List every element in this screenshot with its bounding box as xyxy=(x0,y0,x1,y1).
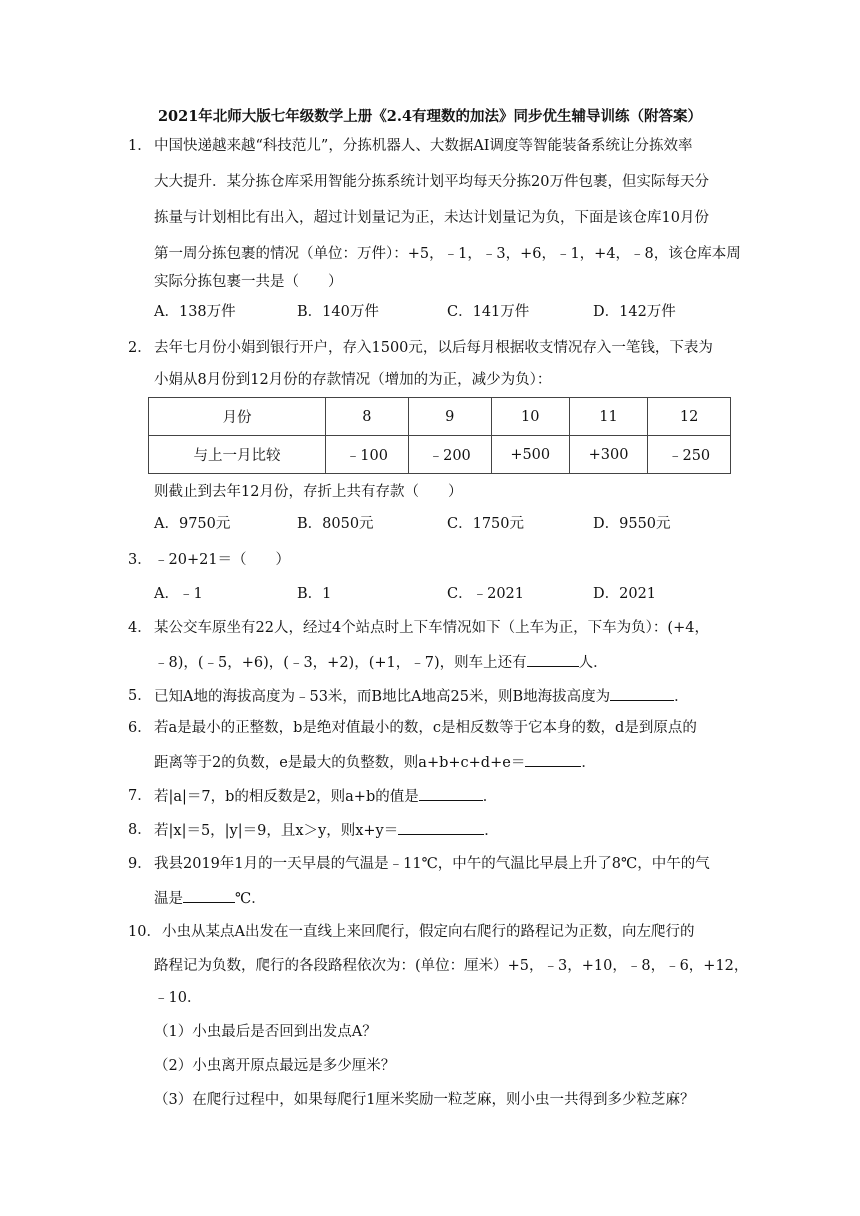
question-text-line: 拣量与计划相比有出入，超过计划量记为正，未达计划量记为负，下面是该仓库10月份 xyxy=(154,210,709,226)
option-c: C．﹣2021 xyxy=(447,586,524,602)
answer-blank[interactable] xyxy=(525,752,581,767)
question-text: 若|x|＝5，|y|＝9，且x＞y，则x+y＝ xyxy=(154,823,399,839)
question-text: ﹣8)，(﹣5，+6)，(﹣3，+2)，(+1，﹣7)，则车上还有 xyxy=(154,655,527,671)
question-text: ℃． xyxy=(235,891,266,907)
question-text: ． xyxy=(484,823,499,839)
question-number: 1． xyxy=(128,138,152,154)
question-number: 10． xyxy=(128,924,161,940)
option-a: A．9750元 xyxy=(154,516,231,532)
question-text-line xyxy=(154,652,608,673)
document-title: 2021年北师大版七年级数学上册《2.4有理数的加法》同步优生辅导训练（附答案） xyxy=(157,108,703,125)
question-text-line: 我县2019年1月的一天早晨的气温是﹣11℃，中午的气温比早晨上升了8℃，中午的气 xyxy=(154,856,710,872)
option-b: B．140万件 xyxy=(297,304,379,320)
question-text-line xyxy=(154,686,689,707)
table-cell: +300 xyxy=(569,436,647,474)
table-cell: ﹣100 xyxy=(326,436,409,474)
table-header-cell: 8 xyxy=(326,398,409,436)
question-number: 4． xyxy=(128,620,152,636)
table-header-cell: 11 xyxy=(569,398,647,436)
question-number: 6． xyxy=(128,720,152,736)
question-text-line: 中国快递越来越“科技范儿”，分拣机器人、大数据AI调度等智能装备系统让分拣效率 xyxy=(154,138,693,154)
question-text: 人． xyxy=(578,655,608,671)
sub-question-3: （3）在爬行过程中，如果每爬行1厘米奖励一粒芝麻，则小虫一共得到多少粒芝麻？ xyxy=(154,1092,695,1108)
answer-blank[interactable] xyxy=(419,786,483,801)
deposit-table xyxy=(148,397,731,474)
table-cell: ﹣250 xyxy=(648,436,731,474)
question-number: 5． xyxy=(128,688,152,704)
question-text-line: 去年七月份小娟到银行开户，存入1500元，以后每月根据收支情况存入一笔钱，下表为 xyxy=(154,340,713,356)
table-row xyxy=(149,436,731,474)
question-text-line: 小娟从8月份到12月份的存款情况（增加的为正，减少为负）： xyxy=(154,372,552,388)
question-text: ． xyxy=(482,789,498,805)
question-text-line: ﹣20+21＝（ ） xyxy=(154,552,291,568)
answer-blank[interactable] xyxy=(527,652,579,667)
question-text: ． xyxy=(674,689,689,705)
question-text-line xyxy=(154,752,596,773)
question-text-line: 实际分拣包裹一共是（ ） xyxy=(154,274,343,290)
option-a: A．138万件 xyxy=(154,304,236,320)
question-text-line: ﹣10． xyxy=(154,990,202,1006)
table-header-cell: 9 xyxy=(408,398,491,436)
question-text-line xyxy=(154,820,499,841)
question-text: 已知A地的海拔高度为﹣53米，而B地比A地高25米，则B地海拔高度为 xyxy=(154,689,611,705)
question-text-line: 路程记为负数，爬行的各段路程依次为：(单位：厘米）+5，﹣3，+10，﹣8，﹣6，+12， xyxy=(154,958,749,974)
option-a: A．﹣1 xyxy=(154,586,203,602)
question-text-line: 某公交车原坐有22人，经过4个站点时上下车情况如下（上车为正，下车为负）：(+4， xyxy=(154,620,709,636)
question-text: ． xyxy=(581,755,596,771)
question-number: 2． xyxy=(128,340,152,356)
sub-question-2: （2）小虫离开原点最远是多少厘米？ xyxy=(154,1058,396,1074)
question-text-line: 第一周分拣包裹的情况（单位：万件）：+5，﹣1，﹣3，+6，﹣1，+4，﹣8，该仓库本周 xyxy=(154,246,741,262)
option-d: D．142万件 xyxy=(593,304,676,320)
answer-blank[interactable] xyxy=(183,888,235,903)
table-header-cell: 月份 xyxy=(149,398,326,436)
table-cell: ﹣200 xyxy=(408,436,491,474)
question-text-line: 小虫从某点A出发在一直线上来回爬行，假定向右爬行的路程记为正数，向左爬行的 xyxy=(162,924,695,940)
table-cell: 与上一月比较 xyxy=(149,436,326,474)
question-text: 距离等于2的负数，e是最大的负整数，则a+b+c+d+e＝ xyxy=(154,755,526,771)
question-text-line: 若a是最小的正整数，b是绝对值最小的数，c是相反数等于它本身的数，d是到原点的 xyxy=(154,720,697,736)
question-text-line xyxy=(154,786,497,807)
question-number: 9． xyxy=(128,856,152,872)
option-c: C．141万件 xyxy=(447,304,530,320)
question-text-line xyxy=(154,888,266,909)
question-number: 7． xyxy=(128,788,152,804)
answer-blank[interactable] xyxy=(398,820,484,835)
question-text: 温是 xyxy=(154,891,183,907)
table-header-cell: 12 xyxy=(648,398,731,436)
option-c: C．1750元 xyxy=(447,516,524,532)
table-row xyxy=(149,398,731,436)
question-number: 3． xyxy=(128,552,152,568)
table-cell: +500 xyxy=(491,436,569,474)
question-number: 8． xyxy=(128,822,152,838)
table-header-cell: 10 xyxy=(491,398,569,436)
option-d: D．2021 xyxy=(593,586,657,602)
sub-question-1: （1）小虫最后是否回到出发点A？ xyxy=(154,1024,377,1040)
answer-blank[interactable] xyxy=(610,686,674,701)
option-d: D．9550元 xyxy=(593,516,671,532)
question-text-line: 则截止到去年12月份，存折上共有存款（ ） xyxy=(154,484,463,500)
option-b: B．1 xyxy=(297,586,332,602)
question-text-line: 大大提升．某分拣仓库采用智能分拣系统计划平均每天分拣20万件包裹，但实际每天分 xyxy=(154,174,709,190)
option-b: B．8050元 xyxy=(297,516,374,532)
question-text: 若|a|＝7，b的相反数是2，则a+b的值是 xyxy=(154,789,419,805)
